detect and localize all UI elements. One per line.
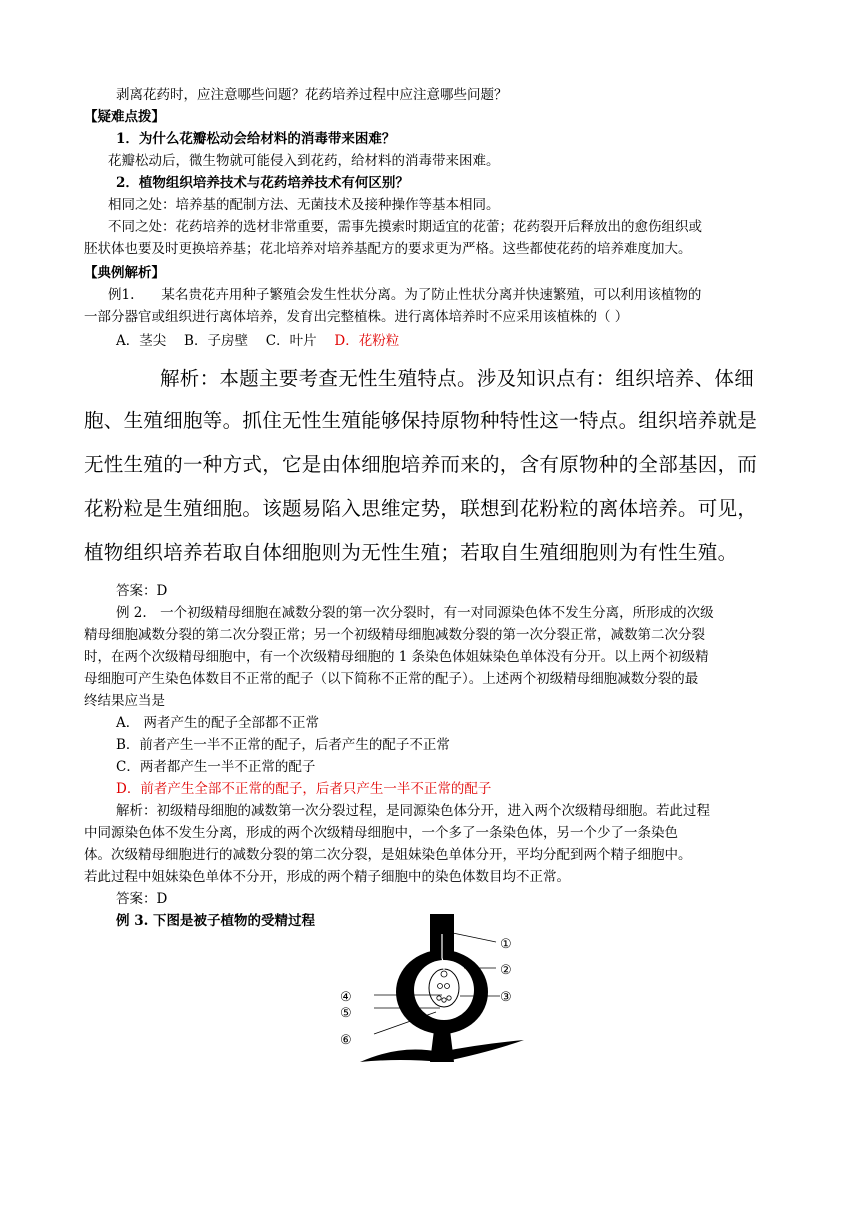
example-1-line1 [108, 284, 808, 306]
analysis-1-line5: 植物组织培养若取自体细胞则为无性生殖；若取自生殖细胞则为有性生殖。 [84, 541, 738, 564]
example-2-line2: 精母细胞减数分裂的第二次分裂正常；另一个初级精母细胞减数分裂的第一次分裂正常，减数第二次分裂 [84, 627, 705, 643]
analysis-2-line3: 体。次级精母细胞进行的减数分裂的第二次分裂，是姐妹染色单体分开，平均分配到两个精子细胞中。 [84, 847, 692, 863]
analysis-1-line3: 无性生殖的一种方式，它是由体细胞培养而来的，含有原物种的全部基因，而 [84, 453, 758, 476]
analysis-1-line2: 胞、生殖细胞等。抓住无性生殖能够保持原物种特性这一特点。组织培养就是 [84, 409, 758, 432]
answer-1: 花瓣松动后，微生物就可能侵入到花药，给材料的消毒带来困难。 [108, 153, 500, 169]
figure-label-5: ⑤ [340, 1006, 352, 1021]
example-2-option-c: C．两者都产生一半不正常的配子 [116, 759, 316, 775]
question-1: 1．为什么花瓣松动会给材料的消毒带来困难？ [116, 131, 396, 147]
figure-label-2: ② [500, 963, 512, 978]
example-2-line3: 时，在两个次级精母细胞中，有一个次级精母细胞的 1 条染色体姐妹染色单体没有分开。以上两个初级精 [84, 649, 709, 665]
section-heading-difficulty: 【疑难点拨】 [84, 109, 165, 125]
section-heading-examples: 【典例解析】 [84, 265, 165, 281]
figure-label-6: ⑥ [340, 1033, 352, 1048]
example-2-option-a: A． 两者产生的配子全部都不正常 [116, 715, 320, 731]
example-1-options [116, 330, 816, 352]
answer-2-diff-line2: 胚状体也要及时更换培养基；花北培养对培养基配方的要求更为严格。这些都使花药的培养难度加大。 [84, 241, 692, 257]
example-2-line5: 终结果应当是 [84, 693, 165, 709]
example-1-text: 例1. 某名贵花卉用种子繁殖会发生性状分离。为了防止性状分离并快速繁殖，可以利用该植物的 [108, 287, 702, 303]
analysis-2-line4: 若此过程中姐妹染色单体不分开，形成的两个精子细胞中的染色体数目均不正常。 [84, 869, 570, 885]
example-2-answer: 答案：D [116, 891, 168, 907]
answer-2-same: 相同之处：培养基的配制方法、无菌技术及接种操作等基本相同。 [108, 197, 500, 213]
example-2-line1: 例 2. 一个初级精母细胞在减数分裂的第一次分裂时，有一对同源染色体不发生分离，所形成的次级 [116, 605, 714, 621]
example-2-option-b: B．前者产生一半不正常的配子，后者产生的配子不正常 [116, 737, 450, 753]
question-2: 2．植物组织培养技术与花药培养技术有何区别？ [116, 175, 409, 191]
example-2-line4: 母细胞可产生染色体数目不正常的配子（以下简称不正常的配子）。上述两个初级精母细胞减数分裂的最 [84, 671, 699, 687]
analysis-2-line1: 解析：初级精母细胞的减数第一次分裂过程，是同源染色体分开，进入两个次级精母细胞。若此过程 [116, 803, 710, 819]
example-3-text: 例 3. 下图是被子植物的受精过程 [116, 913, 315, 929]
figure-label-4: ④ [340, 990, 352, 1005]
analysis-1-line4: 花粉粒是生殖细胞。该题易陷入思维定势，联想到花粉粒的离体培养。可见， [84, 497, 758, 520]
example-2-option-d: D．前者产生全部不正常的配子，后者只产生一半不正常的配子 [116, 781, 492, 797]
answer-2-diff-line1: 不同之处：花药培养的选材非常重要，需事先摸索时期适宜的花蕾；花药裂开后释放出的愈伤组织或 [108, 219, 702, 235]
intro-question-line: 剥离花药时，应注意哪些问题？花药培养过程中应注意哪些问题？ [116, 87, 508, 103]
analysis-1-line1: 解析：本题主要考查无性生殖特点。涉及知识点有：组织培养、体细 [160, 367, 755, 390]
example-1-option-d: D．花粉粒 [334, 333, 400, 349]
ovule-fertilization-diagram-icon [330, 912, 530, 1070]
example-1-options-abc: A．茎尖 B．子房壁 C．叶片 [116, 333, 335, 349]
example-1-answer: 答案：D [116, 583, 168, 599]
analysis-2-line2: 中同源染色体不发生分离，形成的两个次级精母细胞中，一个多了一条染色体，另一个少了一条染色 [84, 825, 678, 841]
figure-label-3: ③ [500, 990, 512, 1005]
figure-label-1: ① [500, 937, 512, 952]
example-1-line2: 一部分器官或组织进行离体培养，发育出完整植株。进行离体培养时不应采用该植株的（ ） [84, 309, 629, 325]
